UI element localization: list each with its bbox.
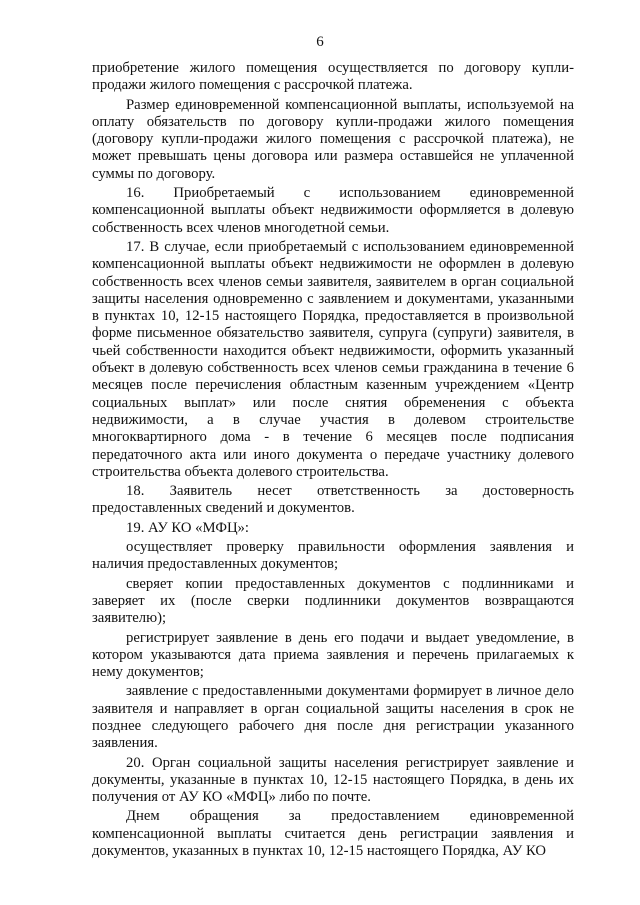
document-body	[92, 60, 574, 862]
paragraph-17: 17. В случае, если приобретаемый с использованием единовременной компенсационной выплаты объект недвижимости не оформлен в долевую собственность всех членов семьи заявителя, заявителем в орган социальной защиты населения одновременно с заявлением и документами, указанными в пунктах 10, 12-15 настоящего Порядка, предоставляется в произвольной форме письменное обязательство заявителя, супруга (супруги) заявителя, в чьей собственности находится объект недвижимости, оформить указанный объект в долевую собственность всех членов семьи гражданина в течение 6 месяцев после перечисления областным казенным учреждением «Центр социальных выплат» или после снятия обременения с объекта недвижимости, а в случае участия в долевом строительстве многоквартирного дома - в течение 6 месяцев после подписания передаточного акта или иного документа о передаче участнику долевого строительства объекта долевого строительства.	[92, 238, 574, 480]
paragraph-19-register: регистрирует заявление в день его подачи и выдает уведомление, в котором указываются дата приема заявления и перечень прилагаемых к нему документов;	[92, 629, 574, 681]
page-number: 6	[316, 34, 324, 50]
paragraph-payment-size: Размер единовременной компенсационной выплаты, используемой на оплату обязательств по договору купли-продажи жилого помещения (договору купли-продажи жилого помещения с рассрочкой платежа), не может превышать цены договора или размера оставшейся не уплаченной суммы по договору.	[92, 96, 574, 182]
paragraph-19-check: осуществляет проверку правильности оформления заявления и наличия предоставленных документов;	[92, 539, 574, 573]
paragraph-19-copies: сверяет копии предоставленных документов с подлинниками и заверяет их (после сверки подлинники документов возвращаются заявителю);	[92, 575, 574, 627]
paragraph-continuation: приобретение жилого помещения осуществляется по договору купли-продажи жилого помещения с рассрочкой платежа.	[92, 60, 574, 94]
paragraph-16: 16. Приобретаемый с использованием единовременной компенсационной выплаты объект недвижимости оформляется в долевую собственность всех членов многодетной семьи.	[92, 185, 574, 236]
paragraph-18: 18. Заявитель несет ответственность за достоверность предоставленных сведений и документов.	[92, 483, 574, 517]
paragraph-20: 20. Орган социальной защиты населения регистрирует заявление и документы, указанные в пунктах 10, 12-15 настоящего Порядка, в день их получения от АУ КО «МФЦ» либо по почте.	[92, 754, 574, 806]
paragraph-19: 19. АУ КО «МФЦ»:	[126, 519, 249, 536]
paragraph-application-day: Днем обращения за предоставлением единовременной компенсационной выплаты считается день регистрации заявления и документов, указанных в пунктах 10, 12-15 настоящего Порядка, АУ КО	[92, 808, 574, 860]
paragraph-19-forward: заявление с предоставленными документами формирует в личное дело заявителя и направляет в орган социальной защиты населения в срок не позднее следующего рабочего дня после дня регистрации указанного заявления.	[92, 683, 574, 752]
